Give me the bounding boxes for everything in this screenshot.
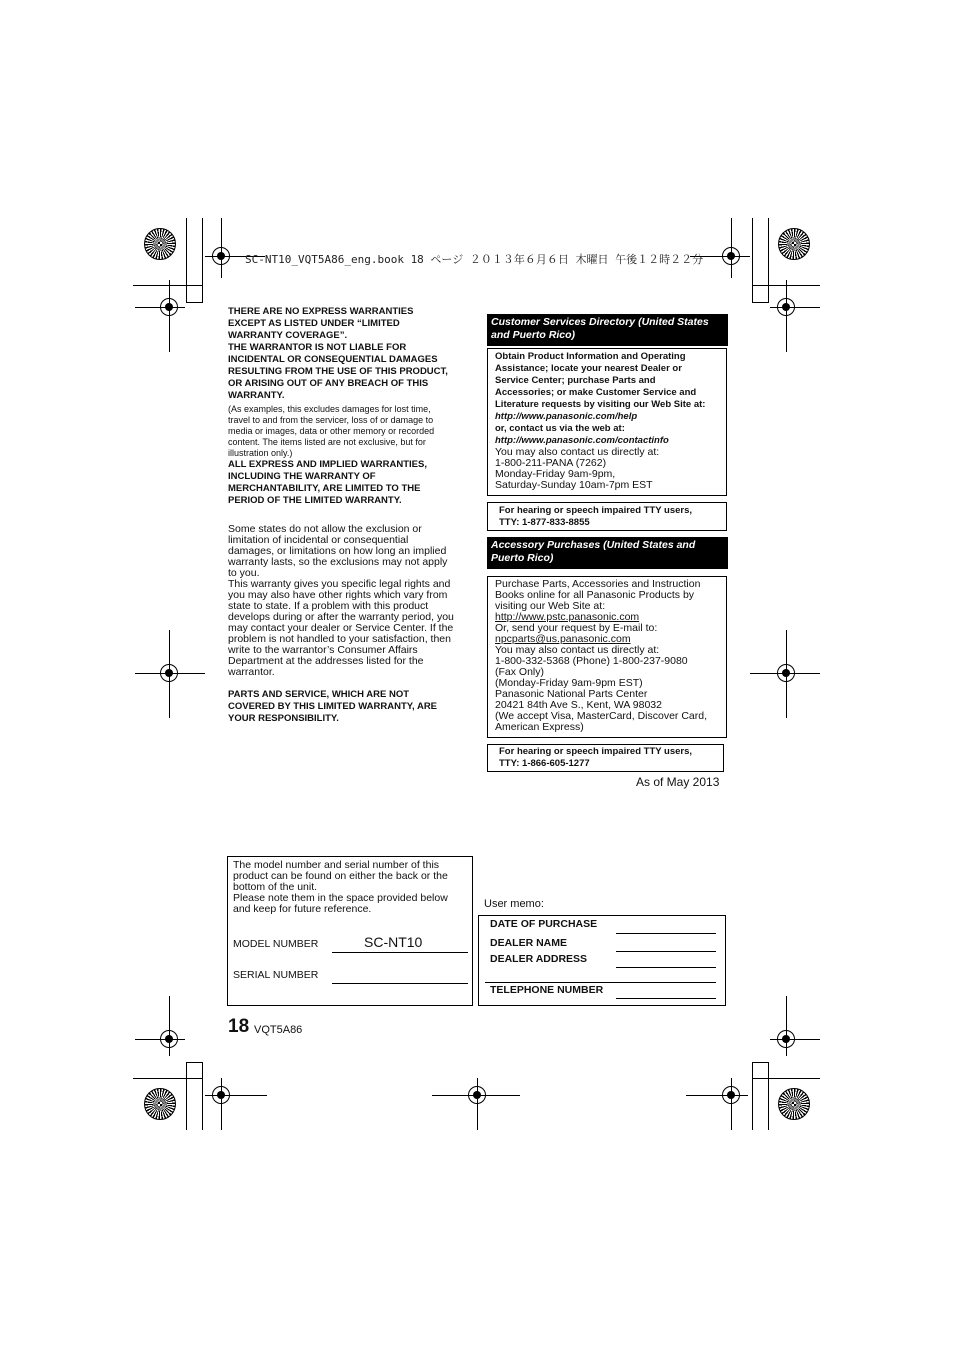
customer-services-box	[487, 348, 727, 496]
serial-number-label: SERIAL NUMBER	[233, 969, 319, 981]
help-link[interactable]: http://www.panasonic.com/help	[495, 411, 638, 422]
parts-service-notice: PARTS AND SERVICE, WHICH ARE NOT COVERED BY THIS LIMITED WARRANTY, ARE YOUR RESPONSIBILITY.	[228, 689, 438, 724]
dealer-address-line-2[interactable]	[485, 982, 716, 983]
file-info-header: SC-NT10_VQT5A86_eng.book 18 ページ ２０１３年６月６日 木曜日 午後１２時２２分	[245, 253, 704, 266]
tty-box-2: For hearing or speech impaired TTY users, TTY: 1-866-605-1277	[487, 744, 724, 772]
accessory-purchases-title: Accessory Purchases (United States and Puerto Rico)	[487, 537, 728, 569]
registration-star-icon	[144, 228, 176, 260]
tty-box-1: For hearing or speech impaired TTY users, TTY: 1-877-833-8855	[487, 502, 727, 531]
telephone-number-line[interactable]	[616, 998, 716, 999]
warranty-examples: (As examples, this excludes damages for lost time, travel to and from the servicer, loss of or damage to media or images, data or other memory or recorded content. The items listed are not exclusive, but for illustration only.)	[228, 404, 435, 458]
registration-star-icon	[144, 1088, 176, 1120]
customer-services-title: Customer Services Directory (United States and Puerto Rico)	[487, 314, 728, 346]
implied-warranties: ALL EXPRESS AND IMPLIED WARRANTIES, INCLUDING THE WARRANTY OF MERCHANTABILITY, ARE LIMITED TO THE PERIOD OF THE LIMITED WARRANTY.	[228, 459, 427, 506]
dealer-name-line[interactable]	[616, 951, 716, 952]
csd-instructions: Obtain Product Information and Operating Assistance; locate your nearest Dealer or Service Center; purchase Parts and Accessories; or make Customer Service and Literature requests by visiting our Web Site at: http://www.panasonic.com/help or, contact us via the web at: http://www.panasonic.com/contactinfo	[495, 351, 719, 447]
model-number-label: MODEL NUMBER	[233, 938, 319, 950]
date-of-purchase-line[interactable]	[616, 933, 716, 934]
model-number-line	[332, 952, 468, 953]
doc-code: VQT5A86	[254, 1024, 303, 1036]
date-of-purchase-label: DATE OF PURCHASE	[490, 918, 598, 930]
model-serial-box	[227, 856, 473, 1006]
user-memo-box	[478, 915, 726, 1006]
warranty-disclaimer: THERE ARE NO EXPRESS WARRANTIES EXCEPT AS LISTED UNDER “LIMITED WARRANTY COVERAGE”. THE WARRANTOR IS NOT LIABLE FOR INCIDENTAL OR CONSEQUENTIAL DAMAGES RESULTING FROM THE USE OF THIS PRODUCT, OR ARISING OUT OF ANY BREACH OF THIS WARRANTY.	[228, 306, 448, 401]
warranty-column	[228, 306, 468, 725]
dealer-address-line-1[interactable]	[616, 967, 716, 968]
registration-star-icon	[778, 228, 810, 260]
as-of-date: As of May 2013	[636, 775, 720, 789]
model-serial-intro: The model number and serial number of this product can be found on either the back or the bottom of the unit. Please note them in the space provided below and keep for future reference.	[233, 859, 448, 915]
serial-number-line	[332, 983, 468, 984]
dealer-address-label: DEALER ADDRESS	[490, 953, 588, 965]
csd-contact: You may also contact us directly at: 1-800-211-PANA (7262) Monday-Friday 9am-9pm, Saturday-Sunday 10am-7pm EST	[495, 446, 660, 491]
user-memo-title: User memo:	[484, 898, 544, 910]
telephone-number-label: TELEPHONE NUMBER	[490, 984, 604, 996]
rights-paragraph: This warranty gives you specific legal rights and you may also have other rights which vary from state to state. If a problem with this product develops during or after the warranty period, you may contact your dealer or Service Center. If the problem is not handled to your satisfaction, then write to the warrantor’s Consumer Affairs Department at the addresses listed for the warrantor.	[228, 578, 454, 678]
accessory-purchases-box: Purchase Parts, Accessories and Instruction Books online for all Panasonic Products by visiting our Web Site at: http://www.pstc.panasonic.com Or, send your request by E-mail to: npcparts@us.panasonic.com You may also contact us directly at: 1-800-332-5368 (Phone) 1-800-237-9080 (Fax Only) (Monday-Friday 9am-9pm EST) Panasonic National Parts Center 20421 84th Ave S., Kent, WA 98032 (We accept Visa, MasterCard, Discover Card, American Express)	[487, 576, 727, 738]
states-paragraph: Some states do not allow the exclusion or limitation of incidental or consequential damages, or limitations on how long an implied warranty lasts, so the exclusions may not apply to you.	[228, 523, 448, 579]
contactinfo-link[interactable]: http://www.panasonic.com/contactinfo	[495, 435, 669, 446]
registration-star-icon	[778, 1088, 810, 1120]
model-number-value[interactable]: SC-NT10	[364, 934, 423, 950]
dealer-name-label: DEALER NAME	[490, 937, 568, 949]
page-number: 18	[228, 1016, 250, 1037]
email-link[interactable]: npcparts@us.panasonic.com	[495, 633, 631, 645]
pstc-link[interactable]: http://www.pstc.panasonic.com	[495, 611, 640, 623]
